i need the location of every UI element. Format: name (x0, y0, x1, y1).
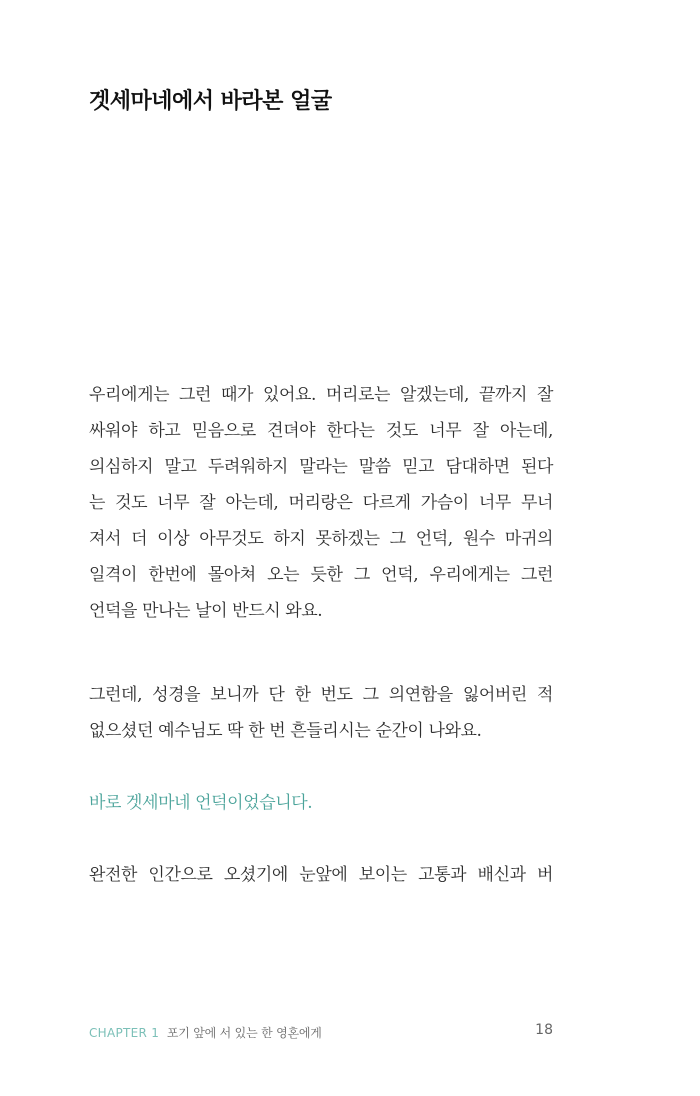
paragraph-4 (89, 857, 553, 893)
paragraph-1 (89, 377, 553, 629)
highlighted-paragraph (89, 785, 553, 821)
text-line: 없으셨던 예수님도 딱 한 번 흔들리시는 순간이 나와요. (89, 721, 482, 741)
chapter-title: 포기 앞에 서 있는 한 영혼에게 (166, 1026, 322, 1040)
text-line: 그런데, 성경을 보니까 단 한 번도 그 의연함을 잃어버린 적 (89, 685, 553, 705)
text-line: 의심하지 말고 두려워하지 말라는 말씀 믿고 담대하면 된다 (89, 457, 553, 477)
page-title: 겟세마네에서 바라본 얼굴 (89, 88, 332, 114)
text-line: 언덕을 만나는 날이 반드시 와요. (89, 601, 323, 621)
text-line: 일격이 한번에 몰아쳐 오는 듯한 그 언덕, 우리에게는 그런 (89, 565, 553, 585)
text-line: 는 것도 너무 잘 아는데, 머리랑은 다르게 가슴이 너무 무너 (89, 493, 553, 513)
text-line: 완전한 인간으로 오셨기에 눈앞에 보이는 고통과 배신과 버 (89, 865, 553, 885)
running-footer (89, 1024, 322, 1041)
chapter-label: CHAPTER 1 (89, 1026, 160, 1040)
highlighted-text-line: 바로 겟세마네 언덕이었습니다. (89, 793, 313, 813)
page-number: 18 (535, 1022, 553, 1038)
paragraph-2 (89, 677, 553, 749)
text-line: 져서 더 이상 아무것도 하지 못하겠는 그 언덕, 원수 마귀의 (89, 529, 553, 549)
text-line: 우리에게는 그런 때가 있어요. 머리로는 알겠는데, 끝까지 잘 (89, 385, 553, 405)
text-line: 싸워야 하고 믿음으로 견뎌야 한다는 것도 너무 잘 아는데, (89, 421, 553, 441)
